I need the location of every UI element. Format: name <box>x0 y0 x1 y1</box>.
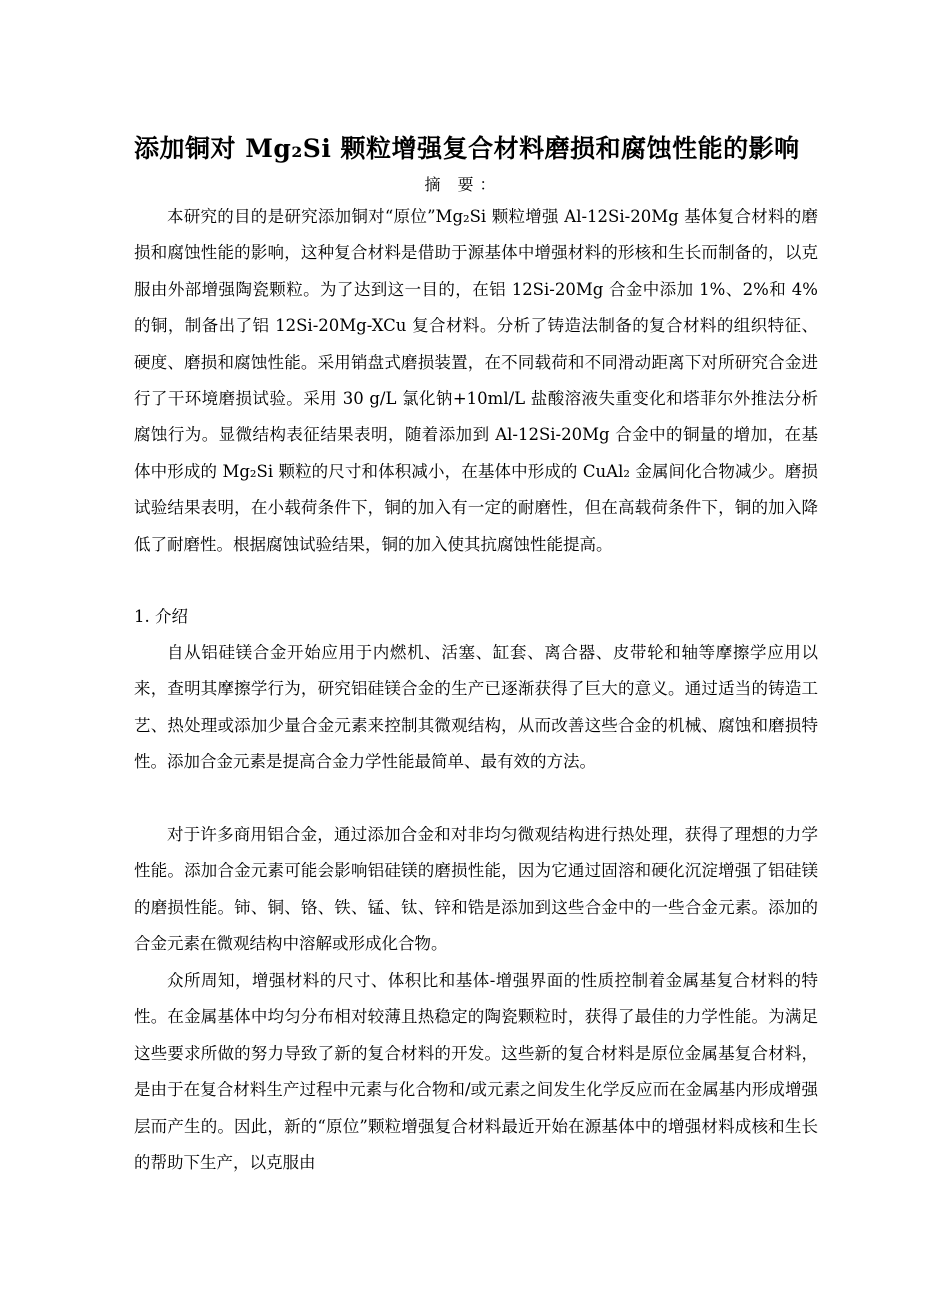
introduction-paragraph-3: 众所周知，增强材料的尺寸、体积比和基体-增强界面的性质控制着金属基复合材料的特性。在金属基体中均匀分布相对较薄且热稳定的陶瓷颗粒时，获得了最佳的力学性能。为满足这些要求所做的努力导致了新的复合材料的开发。这些新的复合材料是原位金属基复合材料，是由于在复合材料生产过程中元素与化合物和/或元素之间发生化学反应而在金属基内形成增强层而产生的。因此，新的“原位”颗粒增强复合材料最近开始在源基体中的增强材料成核和生长的帮助下生产，以克服由 <box>134 971 818 1173</box>
abstract-paragraph: 本研究的目的是研究添加铜对“原位”Mg₂Si 颗粒增强 Al-12Si-20Mg 基体复合材料的磨损和腐蚀性能的影响，这种复合材料是借助于源基体中增强材料的形核和生长而制备的，以克服由外部增强陶瓷颗粒。为了达到这一目的，在铝 12Si-20Mg 合金中添加 1%、2%和 4%的铜，制备出了铝 12Si-20Mg-XCu 复合材料。分析了铸造法制备的复合材料的组织特征、硬度、磨损和腐蚀性能。采用销盘式磨损装置，在不同载荷和不同滑动距离下对所研究合金进行了干环境磨损试验。采用 30 g/L 氯化钠+10ml/L 盐酸溶液失重变化和塔菲尔外推法分析腐蚀行为。显微结构表征结果表明，随着添加到 Al-12Si-20Mg 合金中的铜量的增加，在基体中形成的 Mg₂Si 颗粒的尺寸和体积减小，在基体中形成的 CuAl₂ 金属间化合物减少。磨损试验结果表明，在小载荷条件下，铜的加入有一定的耐磨性，但在高载荷条件下，铜的加入降低了耐磨性。根据腐蚀试验结果，铜的加入使其抗腐蚀性能提高。 <box>134 207 818 554</box>
abstract-label: 摘 要： <box>424 175 502 194</box>
document-title: 添加铜对 Mg₂Si 颗粒增强复合材料磨损和腐蚀性能的影响 <box>134 134 800 163</box>
introduction-paragraph-1: 自从铝硅镁合金开始应用于内燃机、活塞、缸套、离合器、皮带轮和轴等摩擦学应用以来，查明其摩擦学行为，研究铝硅镁合金的生产已逐渐获得了巨大的意义。通过适当的铸造工艺、热处理或添加少量合金元素来控制其微观结构，从而改善这些合金的机械、腐蚀和磨损特性。添加合金元素是提高合金力学性能最简单、最有效的方法。 <box>134 643 818 772</box>
introduction-paragraph-2: 对于许多商用铝合金，通过添加合金和对非均匀微观结构进行热处理，获得了理想的力学性能。添加合金元素可能会影响铝硅镁的磨损性能，因为它通过固溶和硬化沉淀增强了铝硅镁的磨损性能。铈、铜、铬、铁、锰、钛、锌和锆是添加到这些合金中的一些合金元素。添加的合金元素在微观结构中溶解或形成化合物。 <box>134 825 818 954</box>
section-heading-introduction: 1. 介绍 <box>134 607 188 626</box>
